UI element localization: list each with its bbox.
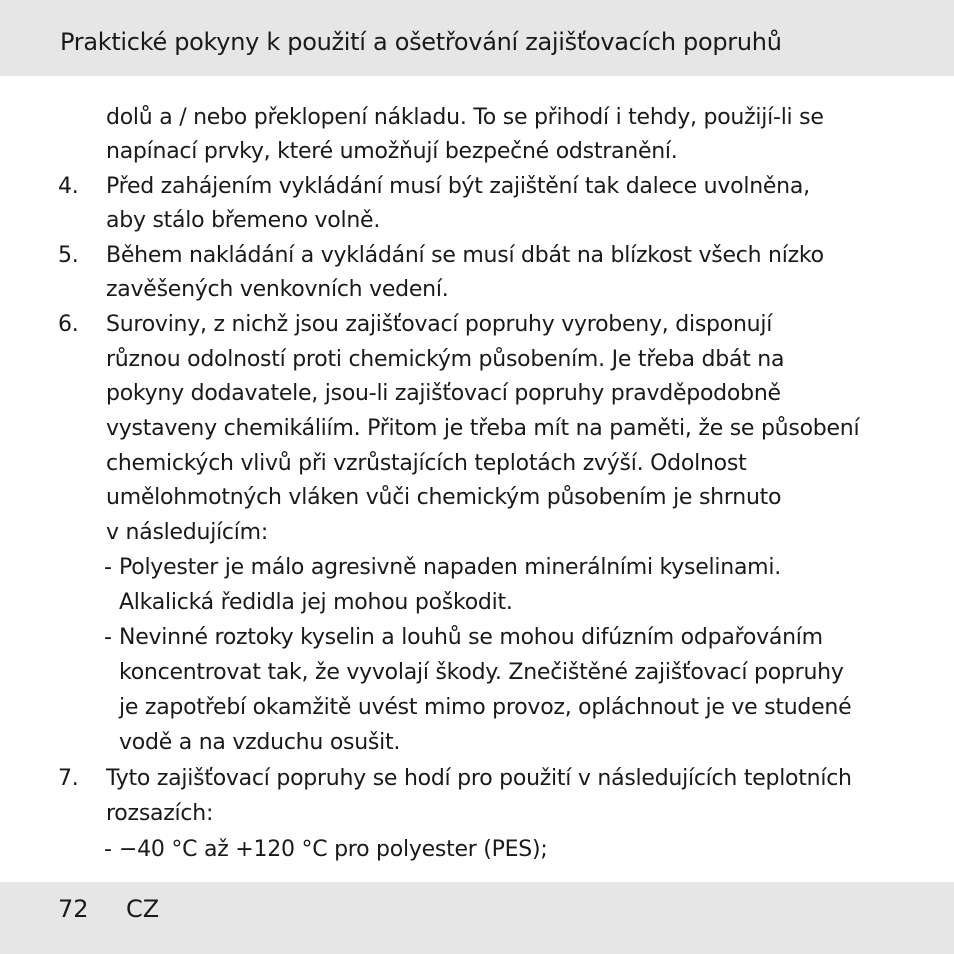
subitem-bullet: - [104,555,112,580]
list-item-line: zavěšených venkovních vedení. [106,277,449,302]
list-item-number: 5. [58,243,79,268]
subitem-bullet: - [104,837,112,862]
continuation-line: dolů a / nebo překlopení nákladu. To se přihodí i tehdy, použijí-li se [106,105,824,130]
list-item-line: chemických vlivů při vzrůstajících teplotách zvýší. Odolnost [106,451,747,476]
subitem-line: Alkalická ředidla jej mohou poškodit. [119,590,513,615]
list-item-line: umělohmotných vláken vůči chemickým působením je shrnuto [106,485,782,510]
page-number: 72 [58,895,89,923]
subitem-line: je zapotřebí okamžitě uvést mimo provoz, opláchnout je ve studené [119,695,852,720]
subitem-line: vodě a na vzduchu osušit. [119,730,401,755]
subitem-line: Nevinné roztoky kyselin a louhů se mohou difúzním odpařováním [119,625,823,650]
list-item-line: v následujícím: [106,520,268,545]
list-item-line: vystaveny chemikáliím. Přitom je třeba mít na paměti, že se působení [106,416,860,441]
list-item-line: aby stálo břemeno volně. [106,208,381,233]
list-item-line: Před zahájením vykládání musí být zajištění tak dalece uvolněna, [106,174,810,199]
list-item-line: různou odolností proti chemickým působením. Je třeba dbát na [106,347,785,372]
list-item-number: 6. [58,312,79,337]
list-item-line: Tyto zajišťovací popruhy se hodí pro použití v následujících teplotních [106,766,852,791]
list-item-line: rozsazích: [106,801,214,826]
list-item-number: 4. [58,174,79,199]
language-code: CZ [126,895,160,923]
continuation-line: napínací prvky, které umožňují bezpečné odstranění. [106,139,678,164]
subitem-bullet: - [104,625,112,650]
list-item-line: pokyny dodavatele, jsou-li zajišťovací popruhy pravděpodobně [106,381,781,406]
subitem-line: Polyester je málo agresivně napaden minerálními kyselinami. [119,555,781,580]
subitem-line: −40 °C až +120 °C pro polyester (PES); [119,837,548,862]
list-item-number: 7. [58,766,79,791]
list-item-line: Suroviny, z nichž jsou zajišťovací popruhy vyrobeny, disponují [106,312,773,337]
subitem-line: koncentrovat tak, že vyvolají škody. Znečištěné zajišťovací popruhy [119,660,844,685]
page-title: Praktické pokyny k použití a ošetřování zajišťovacích popruhů [60,28,782,56]
list-item-line: Během nakládání a vykládání se musí dbát na blízkost všech nízko [106,243,824,268]
